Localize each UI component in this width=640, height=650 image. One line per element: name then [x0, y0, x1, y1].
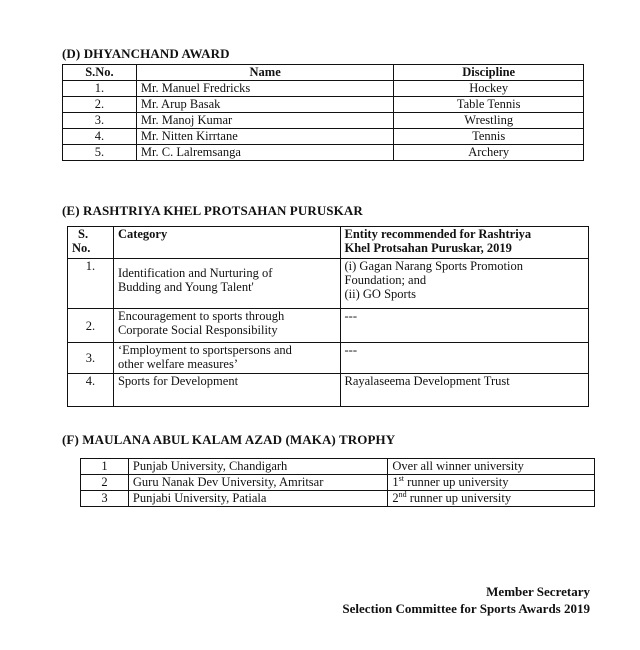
signatory-committee: Selection Committee for Sports Awards 2019 — [342, 601, 590, 616]
table-row — [68, 374, 589, 407]
cell-name: Mr. Manuel Fredricks — [136, 81, 393, 97]
cell-name: Mr. Arup Basak — [136, 97, 393, 113]
header-entity-line1: Entity recommended for Rashtriya — [344, 227, 532, 241]
table-row — [63, 81, 584, 97]
category-line: other welfare measures’ — [117, 357, 239, 371]
section-d-title: (D) DHYANCHAND AWARD — [62, 46, 230, 61]
ordinal-suffix: st — [398, 473, 404, 483]
cell-category — [113, 343, 340, 374]
table-row — [63, 97, 584, 113]
table-header-row — [63, 65, 584, 81]
entity-line: Foundation; and — [344, 273, 427, 287]
maka-trophy-table — [80, 458, 595, 507]
cell-name: Mr. Nitten Kirrtane — [136, 129, 393, 145]
cell-entity: --- — [340, 343, 589, 374]
header-category: Category — [113, 227, 340, 259]
section-f-title: (F) MAULANA ABUL KALAM AZAD (MAKA) TROPHY — [62, 432, 396, 447]
table-row — [81, 459, 595, 475]
header-sno-line1: S. — [78, 227, 89, 241]
header-entity-line2: Khel Protsahan Puruskar, 2019 — [344, 241, 512, 255]
cell-position — [388, 475, 595, 491]
header-sno-line2: No. — [72, 241, 91, 255]
cell-sno: 5. — [63, 145, 137, 161]
table-row — [68, 343, 589, 374]
cell-sno: 2. — [68, 309, 114, 343]
table-header-row — [68, 227, 589, 259]
header-name: Name — [136, 65, 393, 81]
cell-entity: --- — [340, 309, 589, 343]
table-row — [68, 259, 589, 309]
cell-sno: 3. — [68, 343, 114, 374]
table-row — [63, 129, 584, 145]
cell-category: Sports for Development — [113, 374, 340, 407]
cell-discipline: Tennis — [394, 129, 584, 145]
cell-discipline: Archery — [394, 145, 584, 161]
cell-discipline: Table Tennis — [394, 97, 584, 113]
category-line: Corporate Social Responsibility — [117, 323, 278, 337]
cell-sno: 1. — [68, 259, 114, 309]
cell-entity — [340, 259, 589, 309]
category-line: Encouragement to sports through — [117, 309, 285, 323]
cell-entity: Rayalaseema Development Trust — [340, 374, 589, 407]
cell-sno: 2 — [81, 475, 129, 491]
ordinal-number: 1 — [392, 475, 399, 489]
rashtriya-khel-table — [67, 226, 589, 407]
cell-university: Punjab University, Chandigarh — [128, 459, 387, 475]
cell-position: Over all winner university — [388, 459, 595, 475]
table-row — [68, 309, 589, 343]
cell-position — [388, 491, 595, 507]
category-line: Budding and Young Talent' — [117, 280, 254, 294]
header-entity — [340, 227, 589, 259]
cell-name: Mr. C. Lalremsanga — [136, 145, 393, 161]
cell-sno: 3 — [81, 491, 129, 507]
dhyanchand-award-table — [62, 64, 584, 161]
header-sno: S.No. — [63, 65, 137, 81]
cell-sno: 3. — [63, 113, 137, 129]
cell-sno: 2. — [63, 97, 137, 113]
position-text: runner up university — [403, 475, 509, 489]
cell-category — [113, 309, 340, 343]
cell-university: Guru Nanak Dev University, Amritsar — [128, 475, 387, 491]
table-row — [63, 145, 584, 161]
cell-category — [113, 259, 340, 309]
position-text: runner up university — [406, 491, 512, 505]
header-sno — [68, 227, 114, 259]
category-line: ‘Employment to sportspersons and — [117, 343, 292, 357]
category-line: Identification and Nurturing of — [117, 266, 273, 280]
ordinal-number: 2 — [392, 491, 399, 505]
cell-sno: 4. — [68, 374, 114, 407]
ordinal-suffix: nd — [398, 489, 407, 499]
table-row — [81, 491, 595, 507]
entity-line: (i) Gagan Narang Sports Promotion — [344, 259, 523, 273]
cell-discipline: Wrestling — [394, 113, 584, 129]
cell-sno: 1. — [63, 81, 137, 97]
cell-sno: 4. — [63, 129, 137, 145]
header-discipline: Discipline — [394, 65, 584, 81]
signatory-title: Member Secretary — [486, 584, 590, 599]
cell-sno: 1 — [81, 459, 129, 475]
table-row — [81, 475, 595, 491]
entity-line: (ii) GO Sports — [344, 287, 417, 301]
table-row — [63, 113, 584, 129]
cell-name: Mr. Manoj Kumar — [136, 113, 393, 129]
cell-discipline: Hockey — [394, 81, 584, 97]
cell-university: Punjabi University, Patiala — [128, 491, 387, 507]
section-e-title: (E) RASHTRIYA KHEL PROTSAHAN PURUSKAR — [62, 203, 363, 218]
